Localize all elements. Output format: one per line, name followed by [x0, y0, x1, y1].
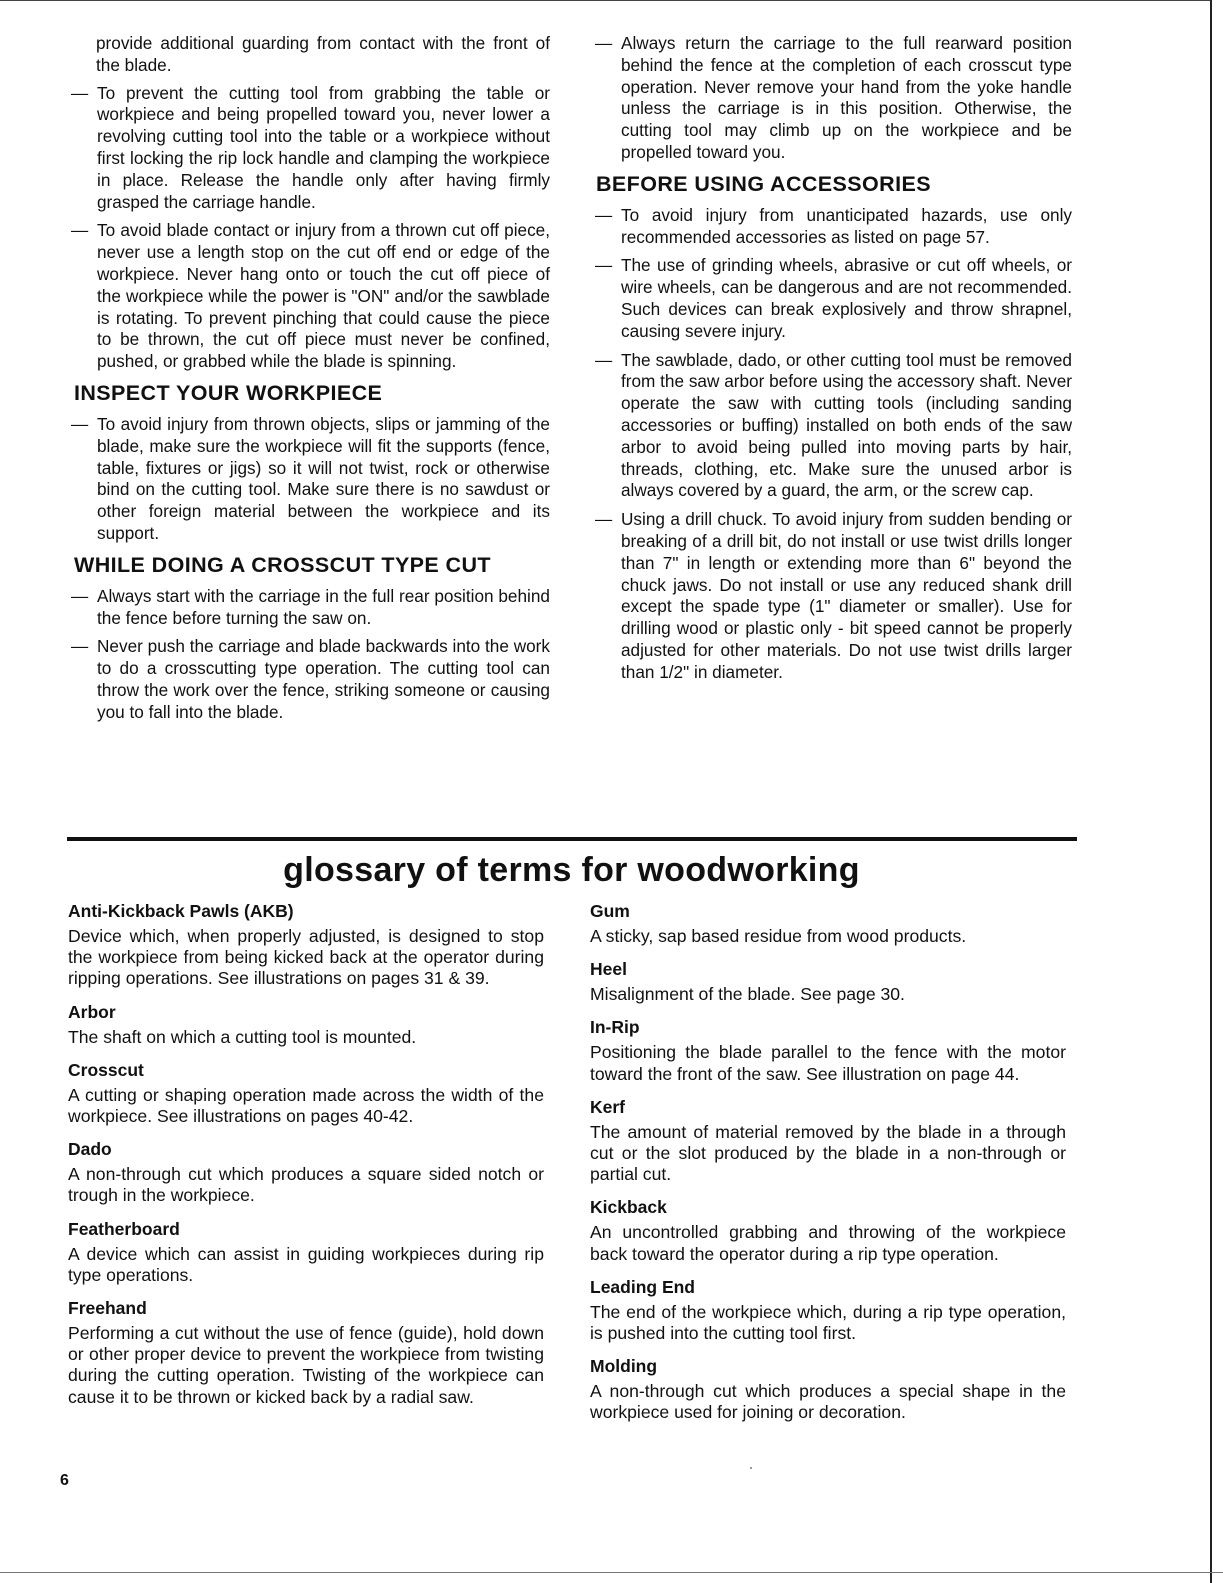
safety-bullet — [594, 255, 1072, 342]
glossary-definition: The shaft on which a cutting tool is mounted. — [68, 1026, 417, 1047]
right-border — [1210, 0, 1212, 1583]
section-divider — [67, 837, 1077, 841]
dash-marker: — — [71, 82, 89, 103]
bullet-text: The sawblade, dado, or other cutting tool must be removed from the saw arbor before using the accessory shaft. Never operate the saw with cutting tools (including sanding accessories or buffing) installed on both ends of the saw arbor to avoid being pulled into moving parts by hair, threads, clothing, etc. Make sure the unused arbor is always covered by a guard, the arm, or the screw cap. — [621, 349, 1072, 501]
glossary-right-column — [590, 900, 1066, 1435]
glossary-definition: An uncontrolled grabbing and throwing of the workpiece back toward the operator during a rip type operation. — [590, 1222, 1066, 1264]
safety-bullet — [70, 636, 550, 723]
continued-paragraph: provide additional guarding from contact with the front of the blade. — [96, 33, 550, 75]
top-border — [0, 0, 1210, 1]
safety-bullet — [70, 414, 550, 545]
glossary-definition: Misalignment of the blade. See page 30. — [590, 984, 905, 1005]
bullet-text: Using a drill chuck. To avoid injury from sudden bending or breaking of a drill bit, do not install or use twist drills longer than 7" in length or extending more than 6" beyond the chuck jaws. Do not install or use any reduced shank drill except the spade type (1" diameter or smaller). Use for drilling wood or plastic only - bit speed cannot be properly adjusted for other materials. Do not use twist drills larger than 1/2" in diameter. — [621, 509, 1072, 682]
glossary-term: Molding — [590, 1356, 658, 1377]
bullet-text: To prevent the cutting tool from grabbing the table or workpiece and being propelled toward you, never lower a revolving cutting tool into the table or a workpiece without first locking the rip lock handle and clamping the workpiece in place. Release the handle only after having firmly grasped the carriage handle. — [97, 82, 550, 212]
glossary-left-column — [68, 900, 544, 1419]
safety-bullet — [70, 220, 550, 373]
glossary-term: Freehand — [68, 1298, 147, 1319]
dash-marker: — — [595, 255, 613, 276]
glossary-definition: Positioning the blade parallel to the fence with the motor toward the front of the saw. See illustration on page 44. — [590, 1042, 1066, 1084]
glossary-definition: A non-through cut which produces a square sided notch or trough in the workpiece. — [68, 1164, 544, 1206]
crosscut-heading: WHILE DOING A CROSSCUT TYPE CUT — [74, 552, 491, 577]
glossary-term: Kickback — [590, 1197, 667, 1218]
bullet-text: To avoid injury from unanticipated hazards, use only recommended accessories as listed on page 57. — [621, 204, 1072, 247]
accessories-heading: BEFORE USING ACCESSORIES — [596, 171, 931, 196]
bullet-text: To avoid injury from thrown objects, slips or jamming of the blade, make sure the workpiece will fit the supports (fence, table, fixtures or jigs) so it will not twist, rock or otherwise bind on the cutting tool. Make sure there is no sawdust or other foreign material between the workpiece and its support. — [97, 413, 550, 543]
glossary-title: glossary of terms for woodworking — [283, 851, 860, 889]
glossary-term: Kerf — [590, 1096, 626, 1117]
bottom-border — [0, 1572, 1223, 1573]
glossary-term: Heel — [590, 959, 627, 980]
glossary-definition: The amount of material removed by the blade in a through cut or the slot produced by the blade in a non-through or partial cut. — [590, 1121, 1066, 1185]
right-safety-column — [594, 33, 1072, 691]
glossary-term: Leading End — [590, 1276, 695, 1297]
dash-marker: — — [71, 585, 89, 606]
glossary-definition: A device which can assist in guiding workpieces during rip type operations. — [68, 1243, 544, 1285]
glossary-term: Dado — [68, 1139, 112, 1160]
glossary-definition: A non-through cut which produces a special shape in the workpiece used for joining or decoration. — [590, 1381, 1066, 1423]
dash-marker: — — [71, 636, 89, 657]
glossary-term: Arbor — [68, 1001, 116, 1022]
scan-speck — [750, 1467, 752, 1469]
bullet-text: Never push the carriage and blade backwards into the work to do a crosscutting type operation. The cutting tool can throw the work over the fence, striking someone or causing you to fall into the blade. — [97, 636, 550, 722]
dash-marker: — — [595, 33, 613, 53]
glossary-term: Gum — [590, 901, 630, 921]
bullet-text: The use of grinding wheels, abrasive or cut off wheels, or wire wheels, can be dangerous and are not recommended. Such devices can break explosively and throw shrapnel, causing severe injury. — [621, 255, 1072, 341]
glossary-definition: Performing a cut without the use of fence (guide), hold down or other proper device to prevent the workpiece from twisting during the cutting operation. Twisting of the workpiece can cause it to be thrown or kicked back by a radial saw. — [68, 1323, 544, 1407]
safety-bullet — [594, 33, 1072, 164]
safety-bullet — [70, 83, 550, 214]
inspect-heading: INSPECT YOUR WORKPIECE — [74, 380, 383, 405]
bullet-text: To avoid blade contact or injury from a thrown cut off piece, never use a length stop on the cut off end or edge of the workpiece. Never hang onto or touch the cut off piece of the workpiece while the power is "ON" and/or the sawblade is rotating. To prevent pinching that could cause the piece to be thrown, the cut off piece must never be confined, pushed, or grabbed while the blade is spinning. — [97, 220, 550, 372]
left-safety-column — [70, 33, 550, 731]
page-number: 6 — [60, 1472, 69, 1489]
safety-bullet — [594, 205, 1072, 249]
safety-bullet — [70, 586, 550, 630]
dash-marker: — — [595, 349, 613, 370]
glossary-definition: A sticky, sap based residue from wood products. — [590, 926, 967, 946]
glossary-term: Crosscut — [68, 1059, 144, 1080]
dash-marker: — — [595, 509, 613, 530]
glossary-definition: Device which, when properly adjusted, is designed to stop the workpiece from being kicked back at the operator during ripping operations. See illustrations on pages 31 & 39. — [68, 926, 544, 989]
glossary-term: Featherboard — [68, 1218, 180, 1239]
glossary-definition: The end of the workpiece which, during a rip type operation, is pushed into the cutting tool first. — [590, 1301, 1066, 1344]
glossary-definition: A cutting or shaping operation made across the width of the workpiece. See illustrations on pages 40-42. — [68, 1084, 544, 1127]
glossary-term: Anti-Kickback Pawls (AKB) — [68, 901, 294, 921]
dash-marker: — — [595, 204, 613, 225]
safety-bullet — [594, 509, 1072, 683]
safety-bullet — [594, 350, 1072, 503]
bullet-text: Always start with the carriage in the full rear position behind the fence before turning the saw on. — [97, 585, 550, 628]
dash-marker: — — [71, 413, 89, 434]
bullet-text: Always return the carriage to the full rearward position behind the fence at the completion of each crosscut type operation. Never remove your hand from the yoke handle unless the carriage is in this position. Otherwise, the cutting tool may climb up on the workpiece and be propelled toward you. — [621, 33, 1072, 162]
dash-marker: — — [71, 220, 89, 241]
glossary-term: In-Rip — [590, 1017, 640, 1038]
